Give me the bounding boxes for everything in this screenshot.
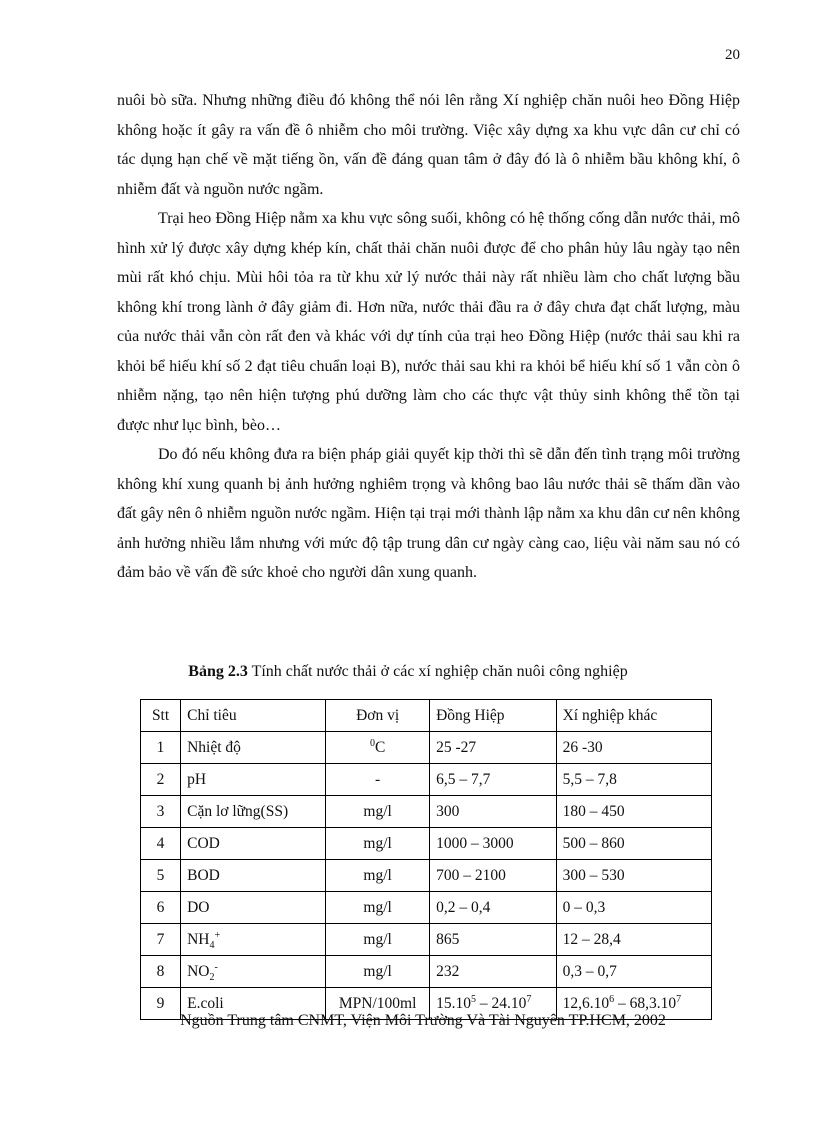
- cell-dong-hiep: 700 – 2100: [430, 860, 557, 892]
- table-caption-text: Tính chất nước thải ở các xí nghiệp chăn nuôi công nghiệp: [251, 663, 628, 680]
- cell-other: 500 – 860: [556, 828, 711, 860]
- value-mantissa: 15.10: [436, 994, 471, 1012]
- table-source: Nguồn Trung tâm CNMT, Viện Môi Trường Và Tài Nguyên TP.HCM, 2002: [180, 1012, 666, 1029]
- table-row: [141, 828, 712, 860]
- value-exponent: 7: [526, 993, 532, 1005]
- cell-parameter: [181, 956, 326, 988]
- value-mantissa: 12,6.10: [562, 994, 610, 1012]
- cell-parameter: pH: [181, 764, 326, 796]
- cell-stt: 3: [141, 796, 181, 828]
- unit-text: C: [374, 738, 386, 756]
- table-row: [141, 764, 712, 796]
- value-exponent: 5: [470, 993, 476, 1005]
- cell-stt: 1: [141, 732, 181, 764]
- cell-parameter: Nhiệt độ: [181, 732, 326, 764]
- table-row: [141, 924, 712, 956]
- cell-unit: mg/l: [326, 924, 430, 956]
- formula-subscript: 4: [209, 939, 215, 951]
- cell-unit: mg/l: [326, 860, 430, 892]
- cell-stt: 8: [141, 956, 181, 988]
- cell-dong-hiep: 232: [430, 956, 557, 988]
- cell-parameter: Cặn lơ lững(SS): [181, 796, 326, 828]
- range-separator: –: [475, 994, 492, 1012]
- cell-dong-hiep: 25 -27: [430, 732, 557, 764]
- cell-stt: 2: [141, 764, 181, 796]
- value-mantissa: 24.10: [491, 994, 527, 1012]
- cell-parameter: BOD: [181, 860, 326, 892]
- header-other: Xí nghiệp khác: [556, 700, 711, 732]
- table-row: [141, 956, 712, 988]
- cell-other: 0 – 0,3: [556, 892, 711, 924]
- body-text: [117, 86, 740, 588]
- range-separator: –: [614, 994, 630, 1012]
- formula-superscript: -: [214, 961, 218, 973]
- formula-superscript: +: [214, 929, 221, 941]
- cell-dong-hiep: 865: [430, 924, 557, 956]
- table-caption: [0, 662, 816, 682]
- paragraph: Trại heo Đồng Hiệp nằm xa khu vực sông suối, không có hệ thống cống dẫn nước thải, mô hình xử lý được xây dựng khép kín, chất thải chăn nuôi được để cho phân hủy lâu ngày tạo nên mùi rất khó chịu. Mùi hôi tỏa ra từ khu xử lý nước thải này rất nhiều làm cho chất lượng bầu không khí trong lành ở đây giảm đi. Hơn nữa, nước thải đầu ra ở đây chưa đạt chất lượng, màu của nước thải vẫn còn rất đen và khác với dự tính của trại heo Đồng Hiệp (nước thải sau khi ra khỏi bể hiếu khí số 2 đạt tiêu chuẩn loại B), nước thải sau khi ra khỏi bể hiếu khí số 1 vẫn còn ô nhiễm nặng, tạo nên hiện tượng phú dưỡng làm cho các thực vật thủy sinh không thể tồn tại được như lục bình, bèo…: [117, 210, 740, 434]
- cell-stt: 6: [141, 892, 181, 924]
- cell-parameter: COD: [181, 828, 326, 860]
- paragraph: Do đó nếu không đưa ra biện pháp giải quyết kịp thời thì sẽ dẫn đến tình trạng môi trường không khí xung quanh bị ảnh hưởng nghiêm trọng và không bao lâu nước thải sẽ thấm dần vào đất gây nên ô nhiễm nguồn nước ngầm. Hiện tại trại mới thành lập nằm xa khu dân cư nên không ảnh hưởng nhiều lắm nhưng với mức độ tập trung dân cư ngày càng cao, liệu vài năm sau nó có đảm bảo về vấn đề sức khoẻ cho người dân xung quanh.: [117, 446, 741, 581]
- value-mantissa: 68,3.10: [629, 994, 677, 1012]
- header-unit: Đơn vị: [326, 700, 430, 732]
- cell-other: 300 – 530: [556, 860, 711, 892]
- cell-dong-hiep: 6,5 – 7,7: [430, 764, 557, 796]
- page-number: 20: [725, 47, 740, 63]
- table-row: [141, 732, 712, 764]
- value-exponent: 7: [676, 993, 682, 1005]
- cell-other: 26 -30: [556, 732, 711, 764]
- cell-parameter: E.coli: [181, 988, 326, 1020]
- cell-stt: 9: [141, 988, 181, 1020]
- cell-stt: 4: [141, 828, 181, 860]
- cell-unit: mg/l: [326, 796, 430, 828]
- cell-unit: -: [326, 764, 430, 796]
- cell-dong-hiep: 0,2 – 0,4: [430, 892, 557, 924]
- value-exponent: 6: [609, 993, 615, 1005]
- cell-parameter: [181, 924, 326, 956]
- table-header-row: [141, 700, 712, 732]
- cell-other: 5,5 – 7,8: [556, 764, 711, 796]
- table-caption-label: Bảng 2.3: [188, 663, 248, 680]
- formula-base: NO: [187, 962, 210, 980]
- cell-parameter: DO: [181, 892, 326, 924]
- cell-unit: [326, 732, 430, 764]
- header-parameter: Chỉ tiêu: [181, 700, 326, 732]
- table-row: [141, 796, 712, 828]
- cell-unit: MPN/100ml: [326, 988, 430, 1020]
- formula-subscript: 2: [209, 971, 215, 983]
- cell-other: 180 – 450: [556, 796, 711, 828]
- cell-unit: mg/l: [326, 956, 430, 988]
- cell-stt: 7: [141, 924, 181, 956]
- cell-stt: 5: [141, 860, 181, 892]
- cell-dong-hiep: 1000 – 3000: [430, 828, 557, 860]
- table-row: [141, 860, 712, 892]
- unit-superscript: 0: [369, 737, 375, 749]
- table-row: [141, 892, 712, 924]
- paragraph: nuôi bò sữa. Nhưng những điều đó không thể nói lên rằng Xí nghiệp chăn nuôi heo Đồng Hiệp không hoặc ít gây ra vấn đề ô nhiễm cho môi trường. Việc xây dựng xa khu vực dân cư chỉ có tác dụng hạn chế về mặt tiếng ồn, vấn đề đáng quan tâm ở đây đó là ô nhiễm bầu không khí, ô nhiễm đất và nguồn nước ngầm.: [117, 92, 740, 198]
- formula-base: NH: [187, 930, 210, 948]
- cell-unit: mg/l: [326, 892, 430, 924]
- header-dong-hiep: Đồng Hiệp: [430, 700, 557, 732]
- wastewater-table: [140, 699, 712, 1020]
- cell-unit: mg/l: [326, 828, 430, 860]
- header-stt: Stt: [141, 700, 181, 732]
- cell-other: 0,3 – 0,7: [556, 956, 711, 988]
- cell-dong-hiep: 300: [430, 796, 557, 828]
- cell-other: 12 – 28,4: [556, 924, 711, 956]
